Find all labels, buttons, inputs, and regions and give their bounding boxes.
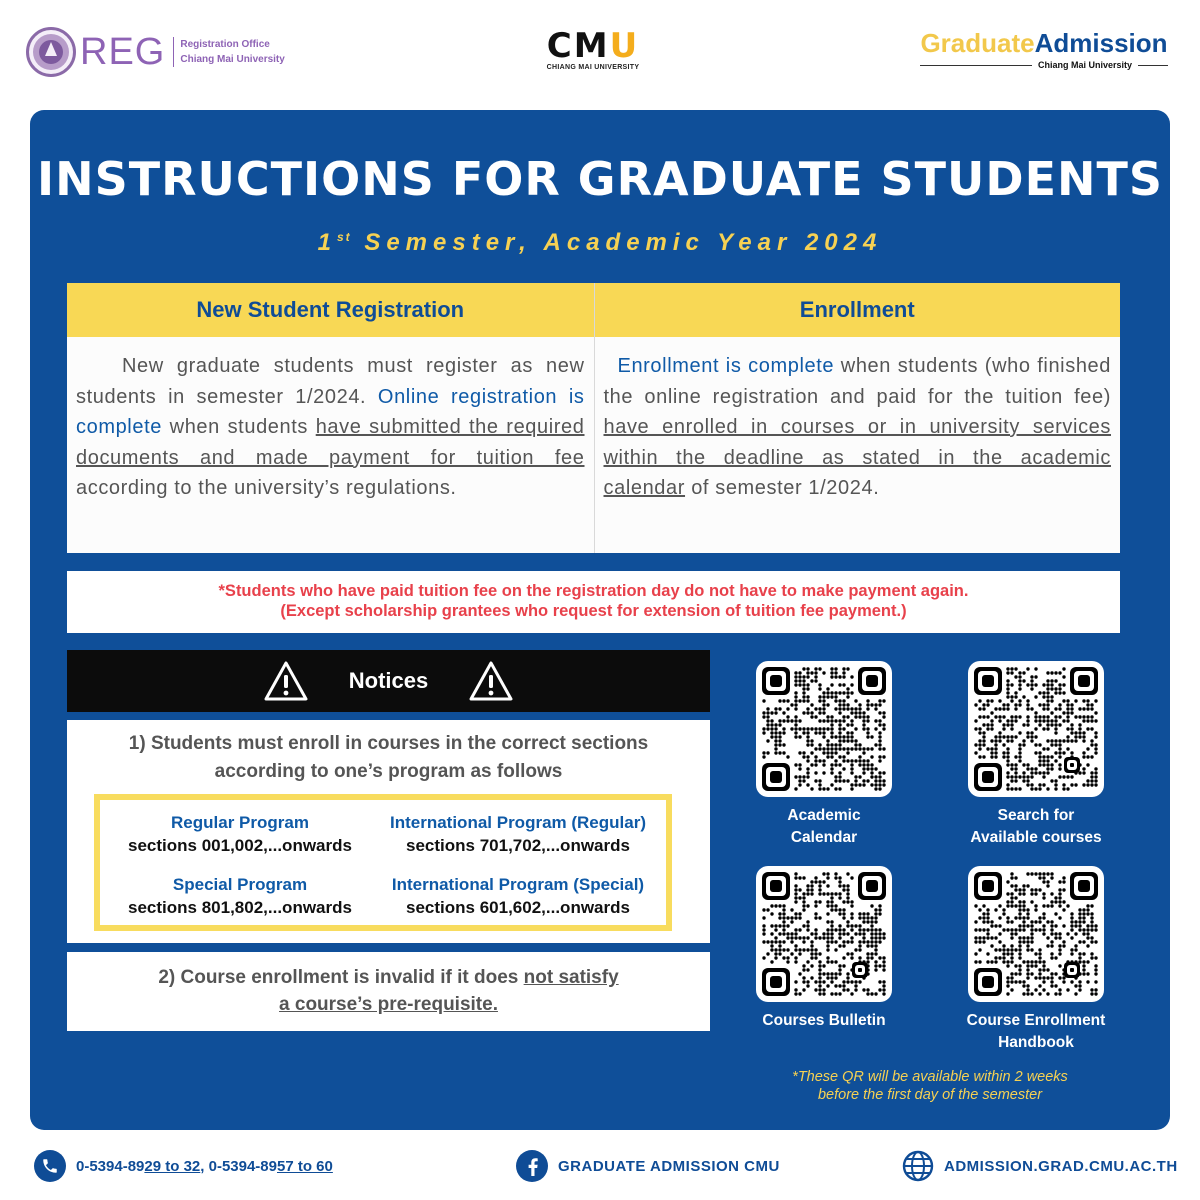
qr-note-line2: before the first day of the semester <box>817 1087 1043 1103</box>
qr-label-courses-bulletin <box>724 1010 924 1032</box>
program-sections-box <box>94 794 672 931</box>
university-seal-icon <box>26 27 76 77</box>
registration-heading: New Student Registration <box>67 283 594 337</box>
program-sections: sections 701,702,...onwards <box>406 836 630 855</box>
notice-1-text <box>67 730 710 786</box>
info-table <box>67 283 1120 553</box>
qr-code-icon <box>762 667 886 791</box>
program-name: Special Program <box>172 875 308 894</box>
notices-label: Notices <box>348 668 429 693</box>
enrollment-text <box>595 337 1121 504</box>
ga-logo-subtitle <box>914 60 1174 70</box>
qr-code-icon <box>762 872 886 996</box>
cmu-mark-left: CM <box>546 26 610 66</box>
qr-code-available-courses[interactable] <box>968 661 1104 797</box>
underlined-text: have enrolled in courses or in university services within the deadline as stated in the academic calendar <box>603 416 1111 499</box>
qr-label-academic-calendar <box>724 805 924 849</box>
cmu-mark-right: U <box>609 26 640 66</box>
cmu-logo-mark <box>538 28 648 64</box>
warning-icon <box>468 660 514 702</box>
phone-icon <box>34 1150 66 1182</box>
qr-label-available-courses <box>936 805 1136 849</box>
cmu-logo-subtitle: CHIANG MAI UNIVERSITY <box>546 64 640 71</box>
facebook-label: GRADUATE ADMISSION CMU <box>558 1157 780 1175</box>
ga-logo-title <box>914 28 1174 58</box>
text-run: when students (who finished the online registration and paid for the tuition fee) <box>603 355 1111 408</box>
program-sections: sections 001,002,...onwards <box>128 836 352 855</box>
subtitle-number: 1 <box>317 229 337 256</box>
ga-word2: Admission <box>1034 28 1168 58</box>
program-name: International Program (Special) <box>391 875 645 894</box>
contact-website[interactable] <box>902 1150 1178 1182</box>
program-entry <box>388 812 648 858</box>
qr-label-line: Search for <box>997 807 1075 824</box>
divider <box>1138 65 1168 66</box>
notice-2-underlined: not satisfy <box>523 967 619 988</box>
qr-label-line: Calendar <box>790 829 858 846</box>
qr-label-line: Handbook <box>998 1034 1074 1051</box>
notice-2-line2: a course’s pre-requisite. <box>279 994 498 1015</box>
phone-part: , 0-5394-89 <box>200 1157 277 1175</box>
reg-sub-line1: Registration Office <box>180 39 270 50</box>
page-title: INSTRUCTIONS FOR GRADUATE STUDENTS <box>36 152 1164 206</box>
notice-1-line2: according to one’s program as follows <box>214 761 563 782</box>
warning-icon <box>263 660 309 702</box>
phone-part: 29 to 32 <box>144 1157 201 1175</box>
facebook-icon <box>516 1150 548 1182</box>
notice-item-2 <box>67 952 710 1031</box>
qr-label-line: Course Enrollment <box>966 1012 1106 1029</box>
qr-label-line: Academic <box>787 807 861 824</box>
reg-logo-subtitle <box>173 37 284 67</box>
highlight-text: Enrollment is complete <box>617 355 835 377</box>
program-sections: sections 801,802,...onwards <box>128 898 352 917</box>
divider <box>920 65 1032 66</box>
subtitle-ordinal: st <box>336 230 352 244</box>
qr-code-enrollment-handbook[interactable] <box>968 866 1104 1002</box>
text-run: New graduate students must register as new students in semester 1/2024. <box>76 355 585 408</box>
notice-2-prefix: 2) Course enrollment is invalid if it does <box>158 967 524 988</box>
text-run: according to the university’s regulations. <box>76 477 457 499</box>
payment-note-line1: *Students who have paid tuition fee on the registration day do not have to make payment again. <box>218 582 969 600</box>
highlight-text: Online registration is complete <box>76 385 585 438</box>
qr-code-academic-calendar[interactable] <box>756 661 892 797</box>
ga-sub-text: Chiang Mai University <box>1037 60 1133 70</box>
cmu-logo <box>538 28 648 71</box>
contact-phone[interactable] <box>34 1150 333 1182</box>
qr-code-icon <box>974 667 1098 791</box>
reg-logo-text: REG <box>80 30 166 73</box>
graduate-admission-logo <box>914 28 1174 70</box>
top-logo-bar <box>0 0 1200 100</box>
program-entry <box>388 874 648 920</box>
qr-label-line: Available courses <box>970 829 1102 846</box>
qr-label-line: Courses Bulletin <box>762 1012 886 1029</box>
text-run: of semester 1/2024. <box>685 477 880 499</box>
phone-part: 57 to 60 <box>277 1157 333 1175</box>
registration-column <box>67 283 594 553</box>
phone-numbers <box>76 1158 333 1175</box>
qr-label-enrollment-handbook <box>936 1010 1136 1054</box>
page-subtitle <box>0 229 1200 257</box>
ga-word1: Graduate <box>920 28 1035 58</box>
program-sections: sections 601,602,...onwards <box>406 898 630 917</box>
text-run: when students <box>161 416 316 438</box>
underlined-text: have submitted the required documents and made payment for tuition fee <box>76 416 585 469</box>
globe-icon <box>902 1150 934 1182</box>
program-entry <box>110 812 370 858</box>
notice-item-1 <box>67 720 710 943</box>
subtitle-text: Semester, Academic Year 2024 <box>351 229 883 256</box>
qr-code-icon <box>974 872 1098 996</box>
program-entry <box>110 874 370 920</box>
payment-note <box>67 571 1120 633</box>
reg-sub-line2: Chiang Mai University <box>180 54 285 65</box>
enrollment-heading: Enrollment <box>595 283 1121 337</box>
phone-part: 0-5394-89 <box>76 1157 145 1175</box>
reg-logo <box>26 26 285 78</box>
notices-header <box>67 650 710 712</box>
notice-1-line1: 1) Students must enroll in courses in the correct sections <box>128 733 649 754</box>
program-name: Regular Program <box>171 813 309 832</box>
notice-2-line1 <box>67 964 710 991</box>
website-label: ADMISSION.GRAD.CMU.AC.TH <box>944 1157 1178 1175</box>
registration-text <box>67 337 594 504</box>
enrollment-column <box>594 283 1121 553</box>
payment-note-line2: (Except scholarship grantees who request for extension of tuition fee payment.) <box>280 602 907 620</box>
qr-availability-note <box>740 1068 1120 1104</box>
contact-facebook[interactable] <box>516 1150 780 1182</box>
qr-note-line1: *These QR will be available within 2 weeks <box>792 1069 1068 1085</box>
program-name: International Program (Regular) <box>390 813 646 832</box>
qr-code-courses-bulletin[interactable] <box>756 866 892 1002</box>
